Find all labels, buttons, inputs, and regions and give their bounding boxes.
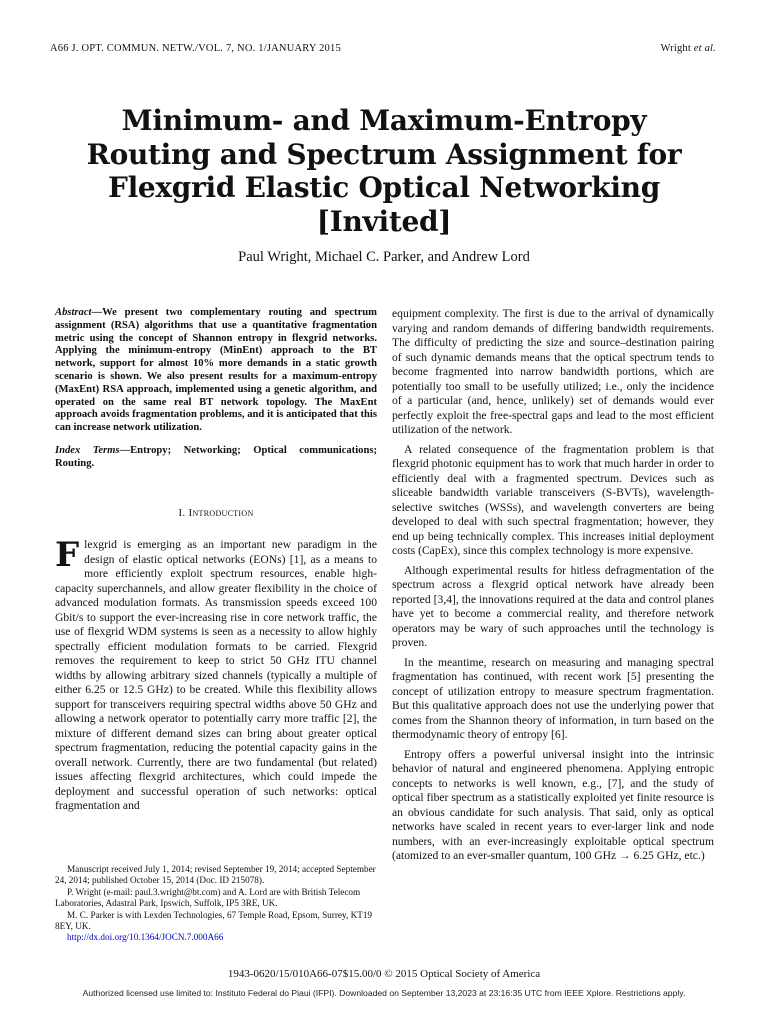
abstract: [55, 307, 377, 435]
index-terms-text: —Entropy; Networking; Optical communications; Routing.: [55, 444, 377, 469]
body-paragraph: In the meantime, research on measuring and managing spectral fragmentation has continued, with recent work [5] presenting the concept of utilization entropy to measure spectrum fragmentation. But this qualitative approach does not use the underlying power that comes from the Shannon theory of information, in turn based on the thermodynamic theory of entropy [6].: [392, 655, 714, 741]
right-column: [392, 307, 714, 864]
abstract-label: Abstract: [55, 307, 92, 318]
body-paragraph: A related consequence of the fragmentation problem is that flexgrid photonic equipment has to work that much harder in order to efficiently deal with a fragmented spectrum. Devices such as sliceable bandwidth variable transceivers (S-BVTs), wavelength-selective switches (WSSs), and wavelength converters are being developed to deal with such spectral fragmentation; however, they end up being technically complex. This increases initial deployment costs (CapEx), since this complex technology is more expensive.: [392, 442, 714, 557]
running-header-left: A66 J. OPT. COMMUN. NETW./VOL. 7, NO. 1/JANUARY 2015: [50, 43, 341, 54]
intro-paragraph: Flexgrid is emerging as an important new paradigm in the design of elastic optical networks (EONs) [1], as a means to more efficiently exploit spectrum resources, enable high-capacity superchannels, and allow greater flexibility in the choice of advanced modulation formats. As transmission speeds exceed 100 Gbit/s to support the ever-increasing rise in core network traffic, the use of flexgrid WDM systems is seen as a necessity to allow highly spectrally efficient modulation formats to be carried. Flexgrid removes the requirement to keep to strict 50 GHz ITU channel widths by allowing arbitrary sized channels (typically a multiple of either 6.25 or 12.5 GHz) to be created. While this flexibility allows support for transceivers requiring spectral widths above 50 GHz and allowing a network operator to potentially carry more traffic [2], the mixture of different demand sizes can bring about greater optical spectrum fragmentation, reducing the potential capacity gains in the overall network. Currently, there are two fundamental (but related) issues affecting flexgrid architectures, which could impede the deployment and successful operation of such networks: optical fragmentation and: [55, 535, 377, 813]
footnotes: [55, 864, 377, 944]
running-header-right: Wright et al.: [660, 43, 716, 54]
copyright-line: 1943-0620/15/010A66-07$15.00/0 © 2015 Optical Society of America: [227, 968, 541, 980]
body-paragraph: Entropy offers a powerful universal insight into the intrinsic behavior of natural and engineered phenomena. Applying entropic concepts to networks is well known, e.g., [7], and the study of optical fiber spectrum as a statistically exploited yet finite resource is an obvious candidate for such analysis. That said, only as optical networks have scaled in recent years to ever-larger link and node numbers, with an ever-increasingly exploitable optical spectrum (atomized to an ever-smaller quantum, 100 GHz → 6.25 GHz, etc.): [392, 747, 714, 862]
left-column: [55, 307, 377, 814]
index-terms: [55, 445, 377, 471]
drop-cap: F: [55, 535, 80, 576]
paper-title: Minimum- and Maximum-Entropy Routing and Spectrum Assignment for Flexgrid Elastic Optical Networking [Invited]: [86, 104, 682, 238]
body-paragraph: Although experimental results for hitless defragmentation of the spectrum across a flexgrid optical network have already been reported [3,4], the innovations required at the data and control planes have yet to become a commercial reality, and therefore network operators may be wary of such approaches until the technology is proven.: [392, 563, 714, 649]
doi-link[interactable]: http://dx.doi.org/10.1364/JOCN.7.000A66: [67, 932, 224, 943]
author-list: Paul Wright, Michael C. Parker, and Andrew Lord: [238, 249, 530, 265]
section-heading: I. Introduction: [178, 506, 254, 519]
body-paragraph: equipment complexity. The first is due to the arrival of dynamically varying and random demands of differing bandwidth requirements. The difficulty of predicting the size and source–destination pairing of such dynamic demands means that the optical spectrum tends to become fragmented into narrow bandwidth portions, which are potentially too small to be usefully utilized; i.e., only the incidence of a particular (and, hence, unlikely) set of demands would ever perfectly exploit the free-spectral gaps and lead to the most efficient utilization of the network.: [392, 307, 714, 436]
abstract-text: —We present two complementary routing and spectrum assignment (RSA) algorithms that use a quantitative fragmentation metric using the concept of Shannon entropy in flexgrid networks. Applying the minimum-entropy (MinEnt) approach to the BT network, support for almost 10% more demands in a static growth scenario is shown. We also present results for a maximum-entropy (MaxEnt) RSA approach, implemented using a genetic algorithm, and operated on the same real BT network topology. The MaxEnt approach avoids fragmentation problems, and it is anticipated that this can increase network utilization.: [55, 307, 377, 434]
footnote-received: Manuscript received July 1, 2014; revised September 19, 2014; accepted September 24, 2014; published October 15, 2014 (Doc. ID 215078).: [55, 864, 376, 886]
index-terms-label: Index Terms: [55, 444, 120, 456]
footnote-author-lexden: M. C. Parker is with Lexden Technologies, 67 Temple Road, Epsom, Surrey, KT19 8EY, UK.: [55, 909, 373, 932]
license-notice: Authorized licensed use limited to: Instituto Federal do Piaui (IFPI). Downloaded on September 13,2023 at 23:16:35 UTC from IEEE Xplore. Restrictions apply.: [82, 988, 686, 998]
footnote-authors-bt: P. Wright (e-mail: paul.3.wright@bt.com) and A. Lord are with British Telecom Laboratories, Adastral Park, Ipswich, Suffolk, IP5 3RE, UK.: [55, 886, 361, 909]
